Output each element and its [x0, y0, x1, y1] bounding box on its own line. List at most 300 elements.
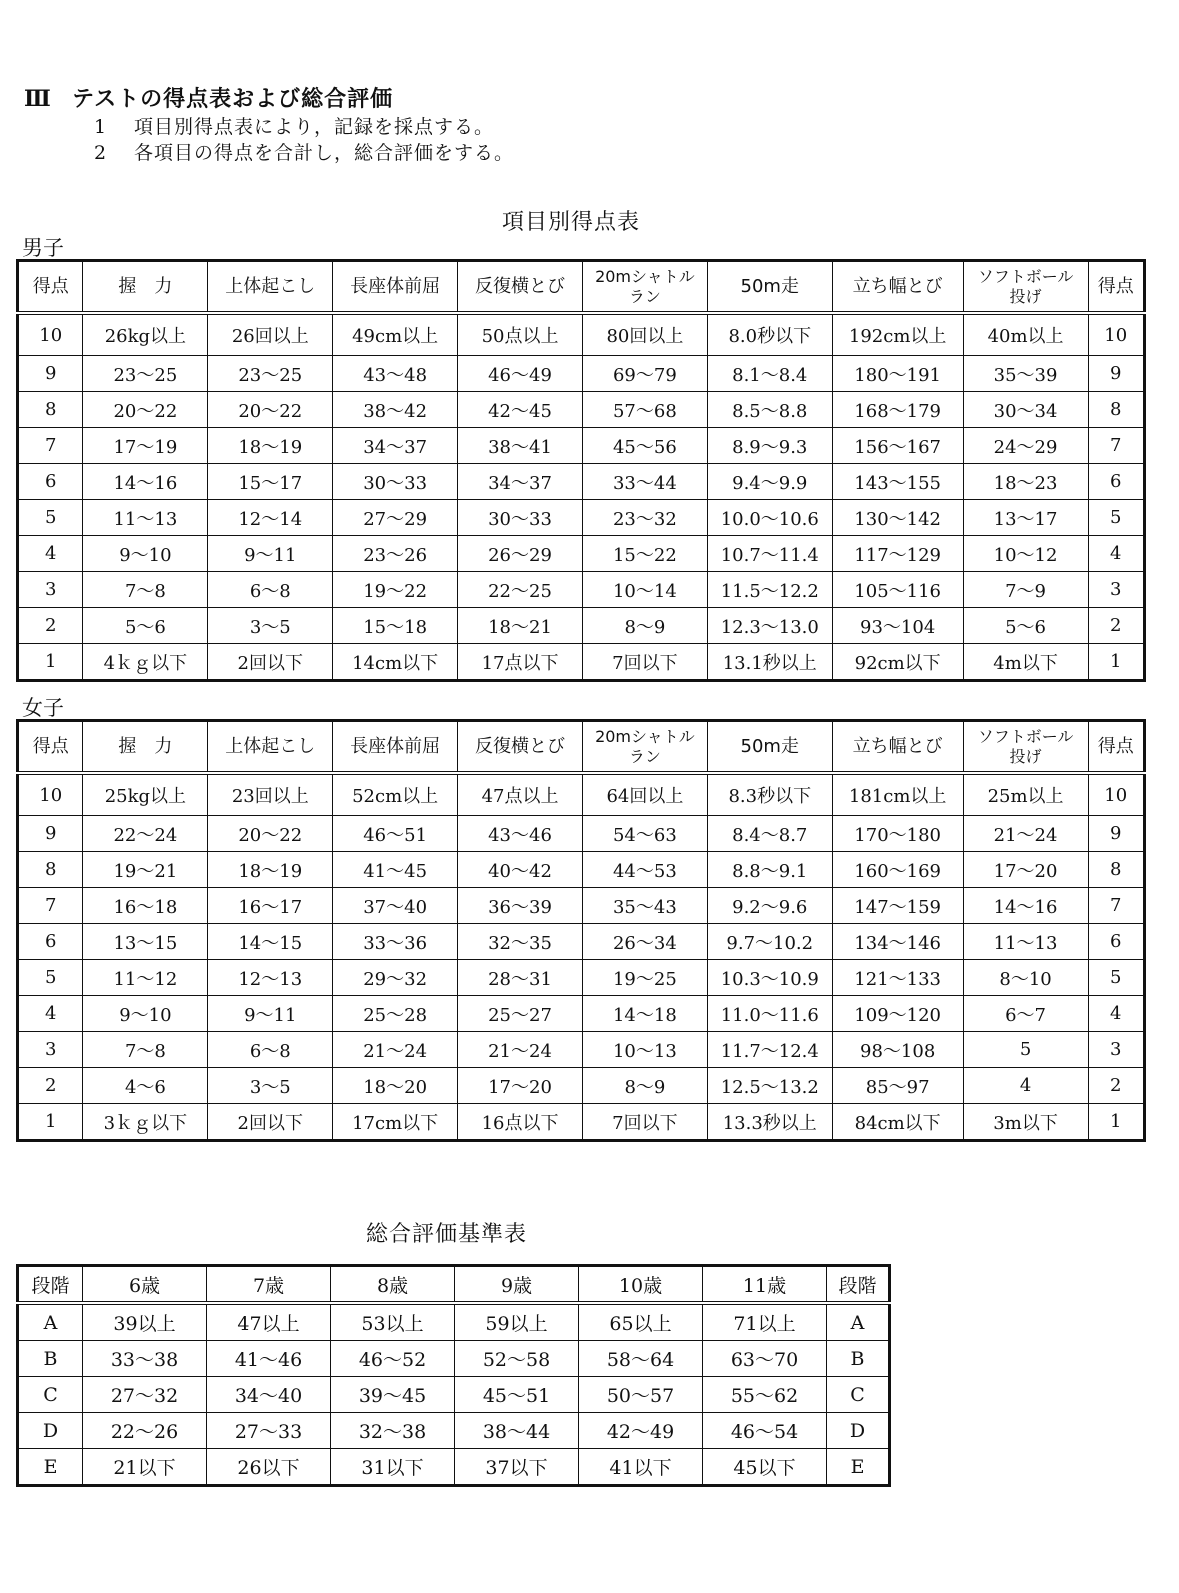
cell-50m-run: 13.1秒以上: [707, 644, 832, 681]
cell-shuttle-run: 26～34: [582, 924, 707, 960]
cell-grip-strength: 17～19: [83, 428, 208, 464]
table-row: [18, 392, 1145, 428]
eval-cell: 22～26: [83, 1413, 207, 1449]
step-number: 1: [94, 116, 108, 138]
cell-softball-throw: 30～34: [963, 392, 1088, 428]
table-row: [18, 608, 1145, 644]
col-header-score: 得点: [18, 261, 83, 314]
cell-shuttle-run: 7回以下: [582, 644, 707, 681]
cell-standing-jump: 92cm以下: [832, 644, 963, 681]
cell-standing-jump: 181cm以上: [832, 773, 963, 816]
table-row: [18, 1449, 890, 1486]
cell-sit-ups: 9～11: [208, 536, 333, 572]
cell-50m-run: 8.4～8.7: [707, 816, 832, 852]
eval-cell: 45～51: [455, 1377, 579, 1413]
cell-sitting-reach: 33～36: [333, 924, 458, 960]
cell-side-step: 38～41: [458, 428, 583, 464]
cell-50m-run: 9.2～9.6: [707, 888, 832, 924]
cell-grip-strength: 4～6: [83, 1068, 208, 1104]
cell-sitting-reach: 37～40: [333, 888, 458, 924]
cell-side-step: 25～27: [458, 996, 583, 1032]
table-row: [18, 1341, 890, 1377]
cell-sit-ups: 23～25: [208, 356, 333, 392]
cell-shuttle-run: 45～56: [582, 428, 707, 464]
eval-col-header: 9歳: [455, 1266, 579, 1304]
cell-score: 8: [18, 392, 83, 428]
cell-sitting-reach: 18～20: [333, 1068, 458, 1104]
eval-cell: E: [18, 1449, 83, 1486]
cell-grip-strength: 9～10: [83, 996, 208, 1032]
table-row: [18, 536, 1145, 572]
eval-cell: B: [827, 1341, 890, 1377]
col-header-sitting-reach: 長座体前屈: [333, 261, 458, 314]
cell-softball-throw: 5～6: [963, 608, 1088, 644]
eval-cell: 26以下: [207, 1449, 331, 1486]
cell-sitting-reach: 46～51: [333, 816, 458, 852]
cell-standing-jump: 143～155: [832, 464, 963, 500]
cell-side-step: 30～33: [458, 500, 583, 536]
col-header-softball-throw: ソフトボール 投げ: [963, 721, 1088, 774]
cell-standing-jump: 121～133: [832, 960, 963, 996]
table-row: [18, 313, 1145, 356]
cell-score: 7: [18, 428, 83, 464]
cell-sitting-reach: 14cm以下: [333, 644, 458, 681]
cell-side-step: 22～25: [458, 572, 583, 608]
col-header-side-step: 反復横とび: [458, 721, 583, 774]
cell-softball-throw: 5: [963, 1032, 1088, 1068]
eval-cell: C: [827, 1377, 890, 1413]
cell-side-step: 26～29: [458, 536, 583, 572]
eval-col-header: 10歳: [579, 1266, 703, 1304]
cell-sit-ups: 18～19: [208, 852, 333, 888]
girls-label: 女子: [22, 696, 64, 720]
eval-col-header: 8歳: [331, 1266, 455, 1304]
cell-side-step: 16点以下: [458, 1104, 583, 1141]
col-header-shuttle-run: 20mシャトル ラン: [582, 721, 707, 774]
cell-softball-throw: 6～7: [963, 996, 1088, 1032]
eval-cell: 42～49: [579, 1413, 703, 1449]
table-row: [18, 773, 1145, 816]
cell-sit-ups: 20～22: [208, 392, 333, 428]
table-row: [18, 1303, 890, 1341]
cell-score-right: 8: [1088, 392, 1145, 428]
cell-score-right: 6: [1088, 464, 1145, 500]
cell-50m-run: 9.7～10.2: [707, 924, 832, 960]
evaluation-criteria-table: [16, 1264, 891, 1487]
eval-cell: 45以下: [703, 1449, 827, 1486]
eval-cell: 65以上: [579, 1303, 703, 1341]
cell-sit-ups: 18～19: [208, 428, 333, 464]
cell-sit-ups: 14～15: [208, 924, 333, 960]
table-row: [18, 1068, 1145, 1104]
table-row: [18, 816, 1145, 852]
header-row: [18, 261, 1145, 314]
cell-grip-strength: 22～24: [83, 816, 208, 852]
eval-cell: 55～62: [703, 1377, 827, 1413]
cell-sitting-reach: 15～18: [333, 608, 458, 644]
cell-grip-strength: 4ｋｇ以下: [83, 644, 208, 681]
cell-standing-jump: 109～120: [832, 996, 963, 1032]
cell-softball-throw: 4: [963, 1068, 1088, 1104]
cell-score-right: 2: [1088, 608, 1145, 644]
eval-cell: 27～32: [83, 1377, 207, 1413]
cell-sitting-reach: 29～32: [333, 960, 458, 996]
cell-score: 8: [18, 852, 83, 888]
score-table-title: 項目別得点表: [502, 210, 641, 235]
cell-grip-strength: 19～21: [83, 852, 208, 888]
cell-score: 7: [18, 888, 83, 924]
cell-shuttle-run: 8～9: [582, 608, 707, 644]
boys-label: 男子: [22, 236, 64, 260]
eval-cell: 46～54: [703, 1413, 827, 1449]
cell-shuttle-run: 33～44: [582, 464, 707, 500]
cell-score: 6: [18, 924, 83, 960]
eval-col-header: 段階: [827, 1266, 890, 1304]
cell-score: 3: [18, 1032, 83, 1068]
cell-standing-jump: 85～97: [832, 1068, 963, 1104]
cell-50m-run: 8.1～8.4: [707, 356, 832, 392]
eval-cell: 37以下: [455, 1449, 579, 1486]
cell-softball-throw: 17～20: [963, 852, 1088, 888]
cell-50m-run: 13.3秒以上: [707, 1104, 832, 1141]
cell-shuttle-run: 23～32: [582, 500, 707, 536]
cell-standing-jump: 134～146: [832, 924, 963, 960]
cell-side-step: 50点以上: [458, 313, 583, 356]
cell-sit-ups: 12～14: [208, 500, 333, 536]
cell-side-step: 28～31: [458, 960, 583, 996]
cell-sit-ups: 26回以上: [208, 313, 333, 356]
eval-cell: B: [18, 1341, 83, 1377]
eval-cell: 59以上: [455, 1303, 579, 1341]
section-number: Ⅲ: [24, 86, 52, 112]
cell-50m-run: 8.8～9.1: [707, 852, 832, 888]
cell-sitting-reach: 30～33: [333, 464, 458, 500]
cell-sitting-reach: 27～29: [333, 500, 458, 536]
eval-cell: C: [18, 1377, 83, 1413]
cell-standing-jump: 98～108: [832, 1032, 963, 1068]
cell-sit-ups: 23回以上: [208, 773, 333, 816]
cell-softball-throw: 10～12: [963, 536, 1088, 572]
cell-sitting-reach: 52cm以上: [333, 773, 458, 816]
eval-cell: 31以下: [331, 1449, 455, 1486]
col-header-score-right: 得点: [1088, 721, 1145, 774]
eval-cell: D: [827, 1413, 890, 1449]
cell-side-step: 17点以下: [458, 644, 583, 681]
cell-side-step: 17～20: [458, 1068, 583, 1104]
cell-grip-strength: 11～13: [83, 500, 208, 536]
cell-50m-run: 10.3～10.9: [707, 960, 832, 996]
cell-sitting-reach: 38～42: [333, 392, 458, 428]
cell-score-right: 10: [1088, 773, 1145, 816]
cell-score-right: 6: [1088, 924, 1145, 960]
eval-cell: 39～45: [331, 1377, 455, 1413]
table-row: [18, 1032, 1145, 1068]
table-row: [18, 644, 1145, 681]
cell-score-right: 9: [1088, 356, 1145, 392]
table-row: [18, 924, 1145, 960]
cell-score-right: 7: [1088, 428, 1145, 464]
eval-cell: 34～40: [207, 1377, 331, 1413]
col-header-score: 得点: [18, 721, 83, 774]
cell-score: 1: [18, 644, 83, 681]
col-header-shuttle-run: 20mシャトル ラン: [582, 261, 707, 314]
eval-cell: D: [18, 1413, 83, 1449]
cell-side-step: 36～39: [458, 888, 583, 924]
cell-score: 10: [18, 313, 83, 356]
cell-shuttle-run: 10～13: [582, 1032, 707, 1068]
cell-sit-ups: 20～22: [208, 816, 333, 852]
cell-grip-strength: 20～22: [83, 392, 208, 428]
cell-sit-ups: 12～13: [208, 960, 333, 996]
col-header-standing-jump: 立ち幅とび: [832, 721, 963, 774]
cell-sitting-reach: 25～28: [333, 996, 458, 1032]
cell-shuttle-run: 57～68: [582, 392, 707, 428]
table-row: [18, 1413, 890, 1449]
cell-sit-ups: 6～8: [208, 572, 333, 608]
cell-50m-run: 10.0～10.6: [707, 500, 832, 536]
header-row: [18, 721, 1145, 774]
section-heading: [24, 82, 393, 113]
cell-standing-jump: 130～142: [832, 500, 963, 536]
cell-grip-strength: 3ｋｇ以下: [83, 1104, 208, 1141]
cell-grip-strength: 23～25: [83, 356, 208, 392]
cell-standing-jump: 156～167: [832, 428, 963, 464]
cell-side-step: 47点以上: [458, 773, 583, 816]
cell-score-right: 3: [1088, 1032, 1145, 1068]
table-row: [18, 1377, 890, 1413]
cell-sit-ups: 3～5: [208, 608, 333, 644]
cell-shuttle-run: 80回以上: [582, 313, 707, 356]
eval-cell: 39以上: [83, 1303, 207, 1341]
cell-score: 5: [18, 500, 83, 536]
eval-cell: A: [18, 1303, 83, 1341]
step-1: [94, 112, 494, 139]
cell-softball-throw: 40m以上: [963, 313, 1088, 356]
eval-cell: 50～57: [579, 1377, 703, 1413]
cell-50m-run: 9.4～9.9: [707, 464, 832, 500]
eval-col-header: 11歳: [703, 1266, 827, 1304]
cell-shuttle-run: 10～14: [582, 572, 707, 608]
eval-cell: 58～64: [579, 1341, 703, 1377]
cell-softball-throw: 4m以下: [963, 644, 1088, 681]
cell-shuttle-run: 44～53: [582, 852, 707, 888]
table-row: [18, 572, 1145, 608]
col-header-50m-run: 50m走: [707, 261, 832, 314]
cell-side-step: 42～45: [458, 392, 583, 428]
cell-standing-jump: 84cm以下: [832, 1104, 963, 1141]
cell-shuttle-run: 7回以下: [582, 1104, 707, 1141]
cell-standing-jump: 168～179: [832, 392, 963, 428]
eval-col-header: 6歳: [83, 1266, 207, 1304]
cell-standing-jump: 117～129: [832, 536, 963, 572]
col-header-standing-jump: 立ち幅とび: [832, 261, 963, 314]
cell-shuttle-run: 14～18: [582, 996, 707, 1032]
cell-grip-strength: 26kg以上: [83, 313, 208, 356]
eval-cell: 27～33: [207, 1413, 331, 1449]
cell-score-right: 1: [1088, 644, 1145, 681]
cell-softball-throw: 11～13: [963, 924, 1088, 960]
cell-50m-run: 11.0～11.6: [707, 996, 832, 1032]
cell-side-step: 32～35: [458, 924, 583, 960]
section-title: テストの得点表および総合評価: [72, 86, 394, 112]
table-row: [18, 888, 1145, 924]
cell-grip-strength: 13～15: [83, 924, 208, 960]
cell-shuttle-run: 35～43: [582, 888, 707, 924]
eval-cell: A: [827, 1303, 890, 1341]
cell-softball-throw: 21～24: [963, 816, 1088, 852]
eval-cell: 53以上: [331, 1303, 455, 1341]
cell-sit-ups: 15～17: [208, 464, 333, 500]
eval-table-title: 総合評価基準表: [366, 1222, 528, 1247]
eval-cell: 38～44: [455, 1413, 579, 1449]
eval-col-header: 7歳: [207, 1266, 331, 1304]
cell-softball-throw: 3m以下: [963, 1104, 1088, 1141]
cell-shuttle-run: 19～25: [582, 960, 707, 996]
cell-score-right: 7: [1088, 888, 1145, 924]
table-row: [18, 1104, 1145, 1141]
cell-50m-run: 12.3～13.0: [707, 608, 832, 644]
cell-score-right: 5: [1088, 960, 1145, 996]
cell-softball-throw: 35～39: [963, 356, 1088, 392]
cell-shuttle-run: 64回以上: [582, 773, 707, 816]
cell-score: 6: [18, 464, 83, 500]
cell-grip-strength: 14～16: [83, 464, 208, 500]
step-number: 2: [94, 142, 108, 164]
cell-50m-run: 8.9～9.3: [707, 428, 832, 464]
cell-side-step: 34～37: [458, 464, 583, 500]
cell-sitting-reach: 43～48: [333, 356, 458, 392]
cell-sit-ups: 16～17: [208, 888, 333, 924]
cell-grip-strength: 7～8: [83, 1032, 208, 1068]
girls-score-table: [16, 719, 1146, 1142]
cell-score-right: 9: [1088, 816, 1145, 852]
col-header-grip-strength: 握 力: [83, 721, 208, 774]
table-row: [18, 996, 1145, 1032]
cell-50m-run: 12.5～13.2: [707, 1068, 832, 1104]
cell-side-step: 18～21: [458, 608, 583, 644]
cell-50m-run: 11.5～12.2: [707, 572, 832, 608]
col-header-side-step: 反復横とび: [458, 261, 583, 314]
table-row: [18, 500, 1145, 536]
table-row: [18, 356, 1145, 392]
cell-score: 4: [18, 996, 83, 1032]
eval-cell: 47以上: [207, 1303, 331, 1341]
cell-50m-run: 8.3秒以下: [707, 773, 832, 816]
step-text: 各項目の得点を合計し，総合評価をする。: [134, 142, 515, 164]
boys-score-table: [16, 259, 1146, 682]
cell-softball-throw: 13～17: [963, 500, 1088, 536]
cell-standing-jump: 147～159: [832, 888, 963, 924]
cell-sitting-reach: 34～37: [333, 428, 458, 464]
cell-50m-run: 8.0秒以下: [707, 313, 832, 356]
cell-sitting-reach: 21～24: [333, 1032, 458, 1068]
eval-cell: 41～46: [207, 1341, 331, 1377]
cell-standing-jump: 180～191: [832, 356, 963, 392]
cell-score: 3: [18, 572, 83, 608]
cell-standing-jump: 105～116: [832, 572, 963, 608]
eval-cell: 71以上: [703, 1303, 827, 1341]
cell-score: 1: [18, 1104, 83, 1141]
cell-sit-ups: 9～11: [208, 996, 333, 1032]
cell-sitting-reach: 41～45: [333, 852, 458, 888]
table-row: [18, 464, 1145, 500]
cell-score-right: 4: [1088, 996, 1145, 1032]
cell-score-right: 8: [1088, 852, 1145, 888]
cell-score-right: 1: [1088, 1104, 1145, 1141]
cell-score: 9: [18, 356, 83, 392]
eval-cell: 63～70: [703, 1341, 827, 1377]
cell-softball-throw: 7～9: [963, 572, 1088, 608]
col-header-softball-throw: ソフトボール 投げ: [963, 261, 1088, 314]
cell-grip-strength: 11～12: [83, 960, 208, 996]
eval-cell: 46～52: [331, 1341, 455, 1377]
col-header-score-right: 得点: [1088, 261, 1145, 314]
cell-score-right: 3: [1088, 572, 1145, 608]
cell-grip-strength: 7～8: [83, 572, 208, 608]
cell-side-step: 21～24: [458, 1032, 583, 1068]
cell-side-step: 43～46: [458, 816, 583, 852]
cell-score-right: 5: [1088, 500, 1145, 536]
eval-cell: E: [827, 1449, 890, 1486]
cell-shuttle-run: 69～79: [582, 356, 707, 392]
step-2: [94, 138, 514, 165]
cell-grip-strength: 16～18: [83, 888, 208, 924]
cell-softball-throw: 8～10: [963, 960, 1088, 996]
cell-50m-run: 11.7～12.4: [707, 1032, 832, 1068]
cell-shuttle-run: 8～9: [582, 1068, 707, 1104]
cell-sit-ups: 3～5: [208, 1068, 333, 1104]
cell-score: 2: [18, 608, 83, 644]
col-header-sit-ups: 上体起こし: [208, 721, 333, 774]
cell-grip-strength: 25kg以上: [83, 773, 208, 816]
cell-shuttle-run: 54～63: [582, 816, 707, 852]
cell-score: 9: [18, 816, 83, 852]
cell-standing-jump: 160～169: [832, 852, 963, 888]
eval-cell: 52～58: [455, 1341, 579, 1377]
cell-side-step: 46～49: [458, 356, 583, 392]
table-row: [18, 960, 1145, 996]
cell-softball-throw: 24～29: [963, 428, 1088, 464]
eval-col-header: 段階: [18, 1266, 83, 1304]
table-row: [18, 852, 1145, 888]
cell-score-right: 4: [1088, 536, 1145, 572]
cell-sit-ups: 6～8: [208, 1032, 333, 1068]
cell-sitting-reach: 49cm以上: [333, 313, 458, 356]
eval-cell: 41以下: [579, 1449, 703, 1486]
cell-sitting-reach: 17cm以下: [333, 1104, 458, 1141]
cell-sit-ups: 2回以下: [208, 1104, 333, 1141]
cell-shuttle-run: 15～22: [582, 536, 707, 572]
cell-grip-strength: 9～10: [83, 536, 208, 572]
eval-cell: 33～38: [83, 1341, 207, 1377]
col-header-50m-run: 50m走: [707, 721, 832, 774]
col-header-sitting-reach: 長座体前屈: [333, 721, 458, 774]
cell-softball-throw: 25m以上: [963, 773, 1088, 816]
cell-sitting-reach: 23～26: [333, 536, 458, 572]
cell-score: 10: [18, 773, 83, 816]
cell-standing-jump: 192cm以上: [832, 313, 963, 356]
cell-score: 4: [18, 536, 83, 572]
cell-grip-strength: 5～6: [83, 608, 208, 644]
step-text: 項目別得点表により，記録を採点する。: [134, 116, 495, 138]
cell-50m-run: 10.7～11.4: [707, 536, 832, 572]
cell-softball-throw: 14～16: [963, 888, 1088, 924]
header-row: [18, 1266, 890, 1304]
cell-softball-throw: 18～23: [963, 464, 1088, 500]
cell-score-right: 10: [1088, 313, 1145, 356]
col-header-sit-ups: 上体起こし: [208, 261, 333, 314]
cell-sitting-reach: 19～22: [333, 572, 458, 608]
